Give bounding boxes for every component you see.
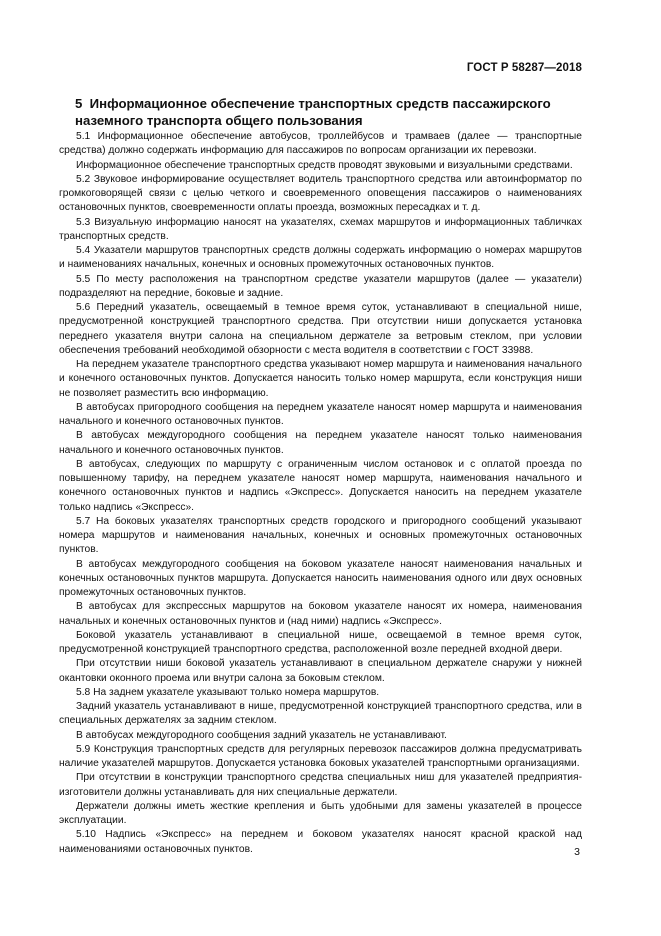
paragraph: При отсутствии в конструкции транспортного средства специальных ниш для указателей предприятия-изготовители должны устанавливать для них специальные держатели.	[59, 772, 582, 798]
section-body	[59, 130, 582, 857]
paragraph: 5.5 По месту расположения на транспортном средстве указатели маршрутов (далее — указатели) подразделяют на передние, боковые и задние.	[59, 273, 582, 299]
paragraph: В автобусах междугородного сообщения на переднем указателе наносят только наименования начального и конечного остановочных пунктов.	[59, 430, 582, 456]
paragraph: При отсутствии ниши боковой указатель устанавливают в специальном держателе снаружи у нижней окантовки оконного проема или внутри салона за боковым стеклом.	[59, 658, 582, 684]
section-title-text: Информационное обеспечение транспортных средств пассажирского наземного транспорта общего пользования	[75, 96, 551, 128]
paragraph: 5.3 Визуальную информацию наносят на указателях, схемах маршрутов и информационных табличках транспортных средств.	[59, 216, 582, 242]
document-header	[467, 62, 582, 74]
paragraph: В автобусах, следующих по маршруту с ограниченным числом остановок и с оплатой проезда по повышенному тарифу, на переднем указателе наносят номер маршрута, наименования начального и конечного остановочных пунктов и надпись «Экспресс». Допускается наносить на переднем указателе только надпись «Экспресс».	[59, 458, 582, 513]
paragraph: 5.7 На боковых указателях транспортных средств городского и пригородного сообщений указывают номера маршрутов и наименования начальных, конечных и основных промежуточных остановочных пунктов.	[59, 515, 582, 556]
paragraph: В автобусах междугородного сообщения на боковом указателе наносят наименования начальных и конечных остановочных пунктов маршрута. Допускается наносить наименования одного или двух основных промежуточных остановочных пунктов.	[59, 558, 582, 598]
paragraph: Информационное обеспечение транспортных средств проводят звуковыми и визуальными средствами.	[76, 159, 573, 171]
paragraph: Держатели должны иметь жесткие крепления и быть удобными для замены указателей в процессе эксплуатации.	[59, 800, 582, 826]
paragraph: В автобусах междугородного сообщения задний указатель не устанавливают.	[76, 729, 447, 741]
paragraph: 5.6 Передний указатель, освещаемый в темное время суток, устанавливают в специальной нише, предусмотренной конструкцией транспортного средства. При отсутствии ниши допускается установка переднего указателя внутри салона на специальном держателе за ветровым стеклом, при условии обеспечения требований необходимой обзорности с места водителя в соответствии с ГОСТ 33988.	[59, 302, 582, 356]
paragraph: В автобусах пригородного сообщения на переднем указателе наносят номер маршрута и наименования начального и конечного остановочных пунктов.	[59, 401, 582, 427]
paragraph: 5.4 Указатели маршрутов транспортных средств должны содержать информацию о номерах маршрутов и наименованиях начальных, конечных и основных промежуточных остановочных пунктов.	[59, 245, 582, 271]
paragraph: 5.9 Конструкция транспортных средств для регулярных перевозок пассажиров должна предусматривать наличие указателей маршрутов. Допускается установка боковых указателей транспортными организациями.	[59, 743, 582, 769]
paragraph: В автобусах для экспрессных маршрутов на боковом указателе наносят их номера, наименования начальных и конечных остановочных пунктов и (над ними) надпись «Экспресс».	[59, 601, 582, 627]
page-number: 3	[574, 846, 580, 858]
paragraph: 5.2 Звуковое информирование осуществляет водитель транспортного средства или автоинформатор по громкоговорящей связи с целью четкого и своевременного оповещения пассажиров о наименованиях остановочных пунктов, своевременности оплаты проезда, возможных пересадках и т. д.	[59, 173, 582, 214]
section-number: 5	[75, 96, 83, 111]
paragraph: Боковой указатель устанавливают в специальной нише, освещаемой в темное время суток, предусмотренной конструкцией транспортного средства, расположенной возле передней входной двери.	[59, 629, 582, 655]
paragraph: 5.8 На заднем указателе указывают только номера маршрутов.	[76, 686, 380, 698]
paragraph: На переднем указателе транспортного средства указывают номер маршрута и наименования начального и конечного остановочных пунктов. Допускается наносить только номер маршрута, если конструкция ниши не позволяет разместить всю информацию.	[59, 359, 582, 399]
section-heading	[75, 95, 575, 129]
paragraph: 5.10 Надпись «Экспресс» на переднем и боковом указателях наносят красной краской над наименованиями остановочных пунктов.	[59, 829, 582, 855]
standard-code: ГОСТ Р 58287—2018	[466, 62, 582, 74]
paragraph: 5.1 Информационное обеспечение автобусов, троллейбусов и трамваев (далее — транспортные средства) должно содержать информацию для пассажиров по вопросам организации их перевозки.	[59, 131, 582, 157]
paragraph: Задний указатель устанавливают в нише, предусмотренной конструкцией транспортного средства, или в специальных держателях за задним стеклом.	[59, 701, 582, 727]
